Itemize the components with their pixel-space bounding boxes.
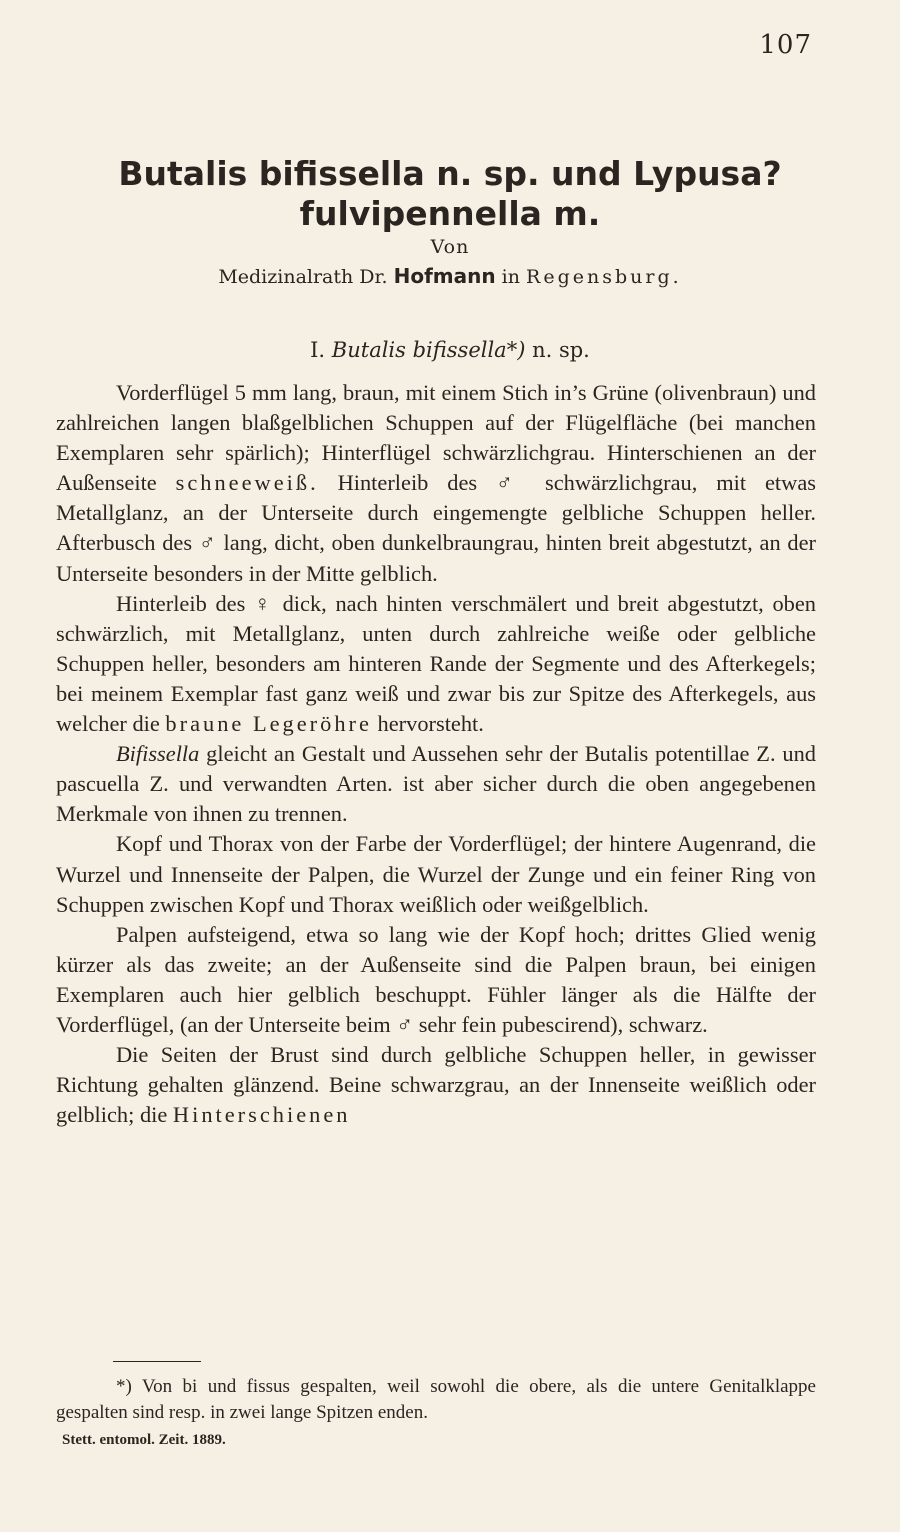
paragraph-1-emph: schneeweiß. [175, 470, 319, 496]
section-species: Butalis bifissella*) [331, 338, 526, 362]
byline-place: Regensburg. [526, 266, 682, 288]
paragraph-2-rest: hervorsteht. [377, 711, 484, 737]
footnote [56, 1374, 816, 1426]
paragraph-1-text: Vorderflügel 5 mm lang, braun, mit einem Stich in’s Grüne (olivenbraun) und zahlreichen langen blaßgelblichen Schuppen auf der Flügelfläche (bei manchen Exemplaren sehr spärlich); Hinterflügel schwärzlichgrau. Hinterschienen an der Außenseite [56, 380, 816, 496]
title-line-2: fulvipennella m. [299, 194, 601, 233]
paragraph-2-text: Hinterleib des ♀ dick, nach hinten verschmälert und breit abgestutzt, oben schwärzlich, mit Metallglanz, unten durch zahlreiche weiße oder gelbliche Schuppen heller, besonders am hinteren Rande der Segmente und des Afterkegels; bei meinem Exemplar fast ganz weiß und zwar bis zur Spitze des Afterkegels, aus welcher die [56, 590, 816, 737]
page-number: 107 [759, 30, 812, 60]
paragraph-1 [56, 378, 816, 589]
byline-von: Von [430, 236, 470, 258]
footnote-text: *) Von bi und fissus gespalten, weil sowohl die obere, als die untere Genitalklappe gespalten sind resp. in zwei lange Spitzen enden. [56, 1376, 816, 1423]
section-number: I. [310, 338, 326, 362]
paragraph-4: Kopf und Thorax von der Farbe der Vorderflügel; der hintere Augenrand, die Wurzel und Innenseite der Palpen, die Wurzel der Zunge und ein feiner Ring von Schuppen zwischen Kopf und Thorax weißlich oder weißgelblich. [56, 831, 816, 917]
byline [0, 264, 900, 288]
section-heading [0, 338, 900, 362]
body-text [56, 378, 816, 1130]
byline-prefix: Medizinalrath Dr. [218, 266, 388, 288]
paragraph-3 [56, 739, 816, 829]
paragraph-5: Palpen aufsteigend, etwa so lang wie der Kopf hoch; drittes Glied wenig kürzer als das zweite; an der Außenseite sind die Palpen braun, bei einigen Exemplaren auch hier gelblich beschuppt. Fühler länger als die Hälfte der Vorderflügel, (an der Unterseite beim ♂ sehr fein pubescirend), schwarz. [56, 921, 816, 1037]
paragraph-6 [56, 1040, 816, 1130]
paragraph-3-species: Bifissella [116, 741, 200, 767]
section-suffix: n. sp. [532, 338, 590, 362]
article-title [40, 154, 860, 234]
paragraph-3-text: gleicht an Gestalt und Aussehen sehr der Butalis potentillae Z. und pascuella Z. und verwandten Arten. ist aber sicher durch die oben angegebenen Merkmale von ihnen zu trennen. [56, 741, 816, 827]
paragraph-6-text: Die Seiten der Brust sind durch gelbliche Schuppen heller, in gewisser Richtung gehalten glänzend. Beine schwarzgrau, an der Innenseite weißlich oder gelblich; die [56, 1042, 816, 1128]
author-name: Hofmann [393, 264, 496, 288]
paragraph-6-emph: Hinterschienen [172, 1102, 351, 1128]
footnote-rule [113, 1361, 201, 1362]
source-line: Stett. entomol. Zeit. 1889. [62, 1432, 226, 1448]
byline-in: in [501, 266, 520, 288]
paragraph-1-rest: Hinterleib des ♂ schwärzlichgrau, mit etwas Metallglanz, an der Unterseite durch eingemengte gelbliche Schuppen heller. Afterbusch des ♂ lang, dicht, oben dunkelbraungrau, hinten breit abgestutzt, an der Unterseite besonders in der Mitte gelblich. [56, 470, 816, 586]
title-line-1: Butalis bifissella n. sp. und Lypusa? [118, 154, 782, 193]
paragraph-2-emph: braune Legeröhre [165, 711, 372, 737]
paragraph-2 [56, 589, 816, 739]
